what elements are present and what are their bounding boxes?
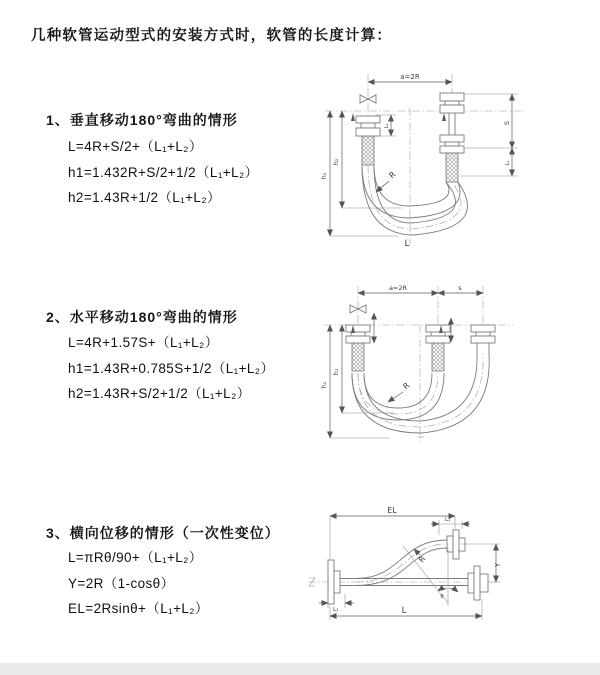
dim-label-el: EL [387,506,397,515]
section-2-formulas [68,330,274,407]
dim-label-l1-left: L₁ [384,123,390,129]
dim-label-h2: h₂ [333,368,340,376]
section-3-heading: 3、横向位移的情形（一次性变位） [46,525,280,541]
dim-label-l1-left: L₁ [333,607,339,613]
diagram-horizontal-bend [318,280,600,448]
diagram-lateral-displacement-svg [306,503,598,637]
dim-label-a2r: a=2R [388,284,408,292]
dim-label-l1-right: L₁ [505,160,511,166]
formula-line: h1=1.43R+0.785S+1/2（L₁+L₂） [68,360,275,376]
diagram-vertical-bend [310,68,595,253]
formula-line: L=4R+S/2+（L₁+L₂） [68,139,203,154]
section-3-formulas [68,545,209,622]
section-1-formulas [68,134,259,211]
dim-label-l1-top: L₁ [445,517,451,523]
formula-line: Y=2R（1-cosθ） [68,575,175,591]
page-edge [0,663,600,675]
diagram-vertical-bend-svg [310,68,595,253]
valve-icon [360,95,368,103]
dim-label-h1: h₁ [320,172,328,180]
section-2-heading: 2、水平移动180°弯曲的情形 [46,309,238,325]
dim-label-r: R [416,554,428,565]
dim-label-a2r: a=2R [400,73,420,81]
dim-label-r: R [401,380,412,392]
dim-label-s: S [503,120,511,126]
formula-line: L=πRθ/90+（L₁+L₂） [68,550,203,565]
dim-label-theta: θ [440,594,444,600]
formula-line: EL=2Rsinθ+（L₁+L₂） [68,601,209,616]
formula-line: h2=1.43R+S/2+1/2（L₁+L₂） [68,386,251,401]
section-1-heading: 1、垂直移动180°弯曲的情形 [46,112,238,128]
dim-label-h1: h₁ [321,381,328,389]
dim-label-l: L [401,606,407,616]
dim-label-h2: h₂ [332,158,340,166]
diagram-lateral-displacement [306,503,598,637]
page-title: 几种软管运动型式的安装方式时，软管的长度计算： [31,28,393,44]
up-arrow-icon [442,113,446,121]
formula-line: L=4R+1.57S+（L₁+L₂） [68,335,219,350]
diagram-horizontal-bend-svg [318,280,600,448]
dim-label-l: L [404,239,410,249]
formula-line: h1=1.432R+S/2+1/2（L₁+L₂） [68,164,259,180]
valve-icon [350,305,358,313]
up-arrow-icon [351,113,355,121]
formula-line: h2=1.43R+1/2（L₁+L₂） [68,190,221,205]
dim-label-r: R [387,169,398,181]
dim-label-s: s [458,284,462,292]
dim-label-y: Y [494,562,502,568]
